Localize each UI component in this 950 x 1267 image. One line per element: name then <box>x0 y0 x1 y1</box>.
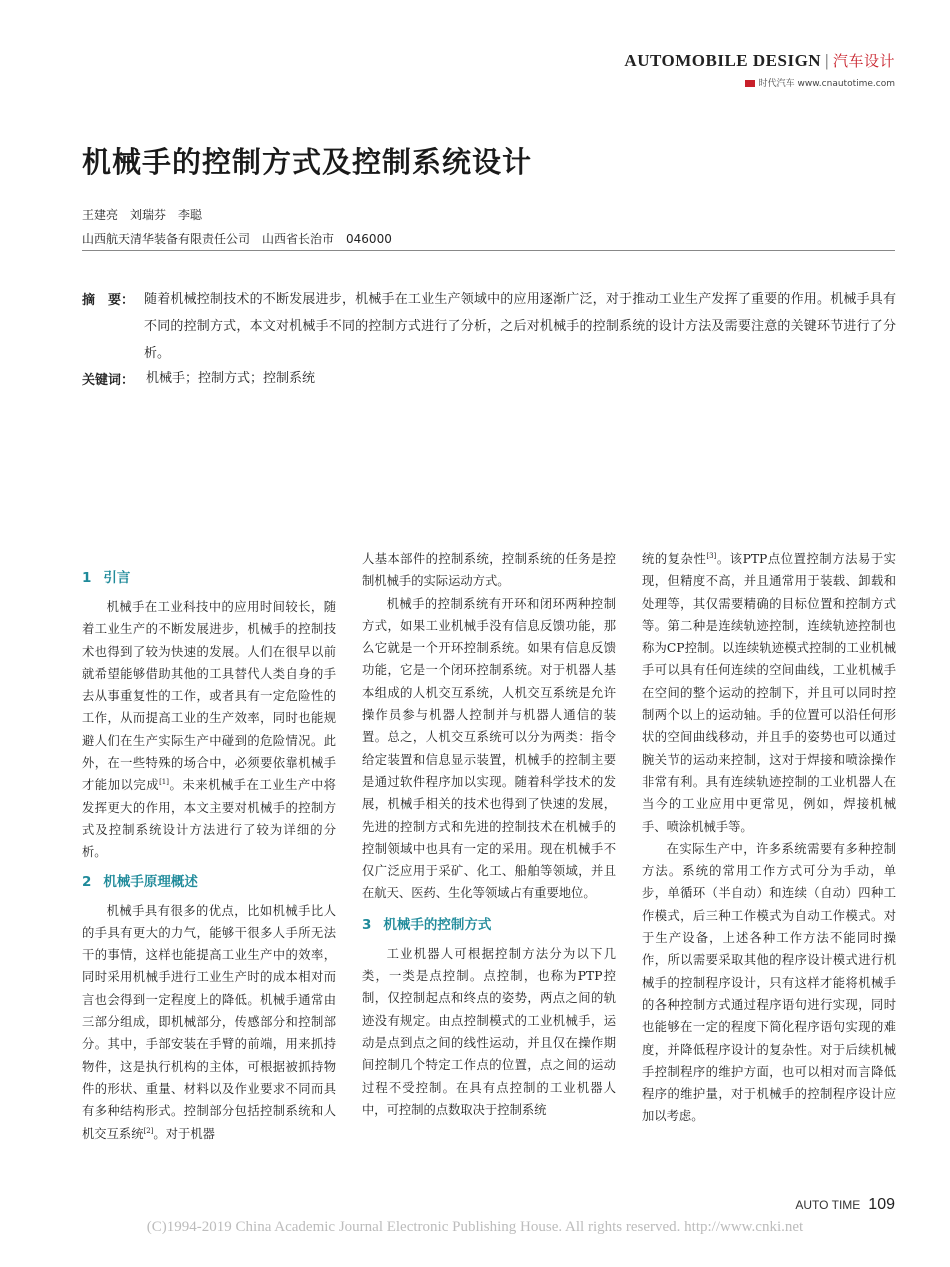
paragraph: 机械手具有很多的优点，比如机械手比人的手具有更大的力气，能够干很多人手所无法干的事情，这样也能提高工业生产中的效率，同时采用机械手进行工业生产时的成本相对而言也会得到一定程度上的降低。机械手通常由三部分组成，即机械部分，传感部分和控制部分。其中，手部安装在手臂的前端，用来抓持物件，这是执行机构的主体，可根据被抓持物件的形状、重量、材料以及作业要求不同而具有多种结构形式。控制部分包括控制系统和人机交互系统[2]。对于机器 <box>82 903 336 1141</box>
affiliation <box>82 230 404 247</box>
publisher-name: 时代汽车 <box>758 79 795 89</box>
section-heading: 3 机械手的控制方式 <box>362 916 492 933</box>
brand-separator: | <box>825 51 829 70</box>
paragraph-continued: 人基本部件的控制系统，控制系统的任务是控制机械手的实际运动方式。 <box>362 552 616 589</box>
affiliation-postcode: 046000 <box>346 232 392 246</box>
page-number: 109 <box>868 1196 895 1213</box>
paragraph-continued: 统的复杂性[3]。该PTP点位置控制方法易于实现，但精度不高，并且通常用于装载、卸载和处理等，其仅需要精确的目标位置和控制方式等。第二种是连续轨迹控制，连续轨迹控制也称为CP控制。以连续轨迹模式控制的工业机械手可以具有任何连续的空间曲线，工业机械手在空间的整个运动的控制下，并且可以同时控制两个以上的运动轴。手的位置可以沿任何形状的空间曲线移动，并且手的姿势也可以通过腕关节的运动来控制，这对于焊接和喷涂操作非常有利。具有连续轨迹控制的工业机器人在当今的工业应用中更常见，例如，焊接机械手、喷涂机械手等。 <box>642 551 896 834</box>
abstract-text: 随着机械控制技术的不断发展进步，机械手在工业生产领域中的应用逐渐广泛，对于推动工业生产发挥了重要的作用。机械手具有不同的控制方式，本文对机械手不同的控制方式进行了分析，之后对机械手的控制系统的设计方法及需要注意的关键环节进行了分析。 <box>144 292 896 361</box>
paragraph: 机械手的控制系统有开环和闭环两种控制方式，如果工业机械手没有信息反馈功能，那么它就是一个开环控制系统。如果有信息反馈功能，它是一个闭环控制系统。对于机器人基本组成的人机交互系统，人机交互系统是允许操作员参与机器人控制并与机器人通信的装置。总之，人机交互系统可以分为两类：指令给定装置和信息显示装置，机械手的控制主要是通过软件程序加以实现。随着科学技术的发展，机械手相关的技术也得到了快速的发展，先进的控制方式和先进的控制技术在机械手的控制领域中也具有一定的采用。现在机械手不仅广泛应用于采矿、化工、船舶等领域，并且在航天、医药、生化等领域占有重要地位。 <box>362 596 616 901</box>
publisher-line <box>745 76 895 89</box>
abstract-label: 摘 要： <box>82 293 135 308</box>
citation: [1] <box>159 778 169 787</box>
column-3 <box>642 548 896 1128</box>
citation: [2] <box>143 1126 154 1135</box>
section-heading: 2 机械手原理概述 <box>82 873 198 890</box>
section-heading: 1 引言 <box>82 570 131 586</box>
paragraph: 工业机器人可根据控制方法分为以下几类，一类是点控制。点控制，也称为PTP控制，仅控制起点和终点的姿势，两点之间的轨迹没有规定。由点控制模式的工业机械手，运动是点到点之间的线性运动，并且仅在操作期间控制几个特定工作点的位置，点之间的运动过程不受控制。在具有点控制的工业机器人中，可控制的点数取决于控制系统 <box>362 946 616 1117</box>
column-1 <box>82 567 336 1145</box>
affiliation-place: 山西省长治市 <box>262 232 335 246</box>
brand-en: AUTOMOBILE DESIGN <box>624 51 822 70</box>
article-title: 机械手的控制方式及控制系统设计 <box>82 145 533 179</box>
author: 王建亮 <box>82 208 119 222</box>
keywords-text: 机械手；控制方式；控制系统 <box>146 371 316 386</box>
paragraph: 机械手在工业科技中的应用时间较长，随着工业生产的不断发展进步，机械手的控制技术也得到了较为快速的发展。人们在很早以前就希望能够借助其他的工具替代人类自身的手去从事重复性的工作，或者具有一定危险性的工作，从而提高工业的生产效率，同时也能规避人们在生产实际生产中碰到的危险情况。此外，在一些特殊的场合中，必须要依靠机械手才能加以完成[1]。未来机械手在工业生产中将发挥更大的作用，本文主要对机械手的控制方式及控制系统设计方法进行了较为详细的分析。 <box>82 600 336 860</box>
author: 李聪 <box>178 208 203 222</box>
affiliation-org: 山西航天清华装备有限责任公司 <box>82 232 251 246</box>
website-link[interactable]: www.cnautotime.com <box>797 79 895 89</box>
page-footer <box>795 1196 895 1214</box>
citation: [3] <box>706 551 717 560</box>
keywords-label: 关键词： <box>82 373 135 388</box>
header-divider <box>82 250 895 251</box>
author-list <box>82 206 214 223</box>
author: 刘瑞芬 <box>130 208 167 222</box>
journal-brand <box>624 50 895 71</box>
paragraph: 在实际生产中，许多系统需要有多种控制方法。系统的常用工作方式可分为手动，单步，单循环（半自动）和连续（自动）四种工作模式，后三种工作模式为自动工作模式。对于生产设备，上述各种工作方法不能同时操作，所以需要采取其他的程序设计模式进行机械手的控制程序设计，只有这样才能将机械手的各种控制方式通过程序语句进行实现，同时也能够在一定的程度下简化程序语句实现的难度，并降低程序设计的复杂性。对于后续机械手控制程序的维护方面，也可以相对而言降低程序的维护量，对于机械手的控制程序设计应加以考虑。 <box>642 841 896 1124</box>
copyright-watermark: (C)1994-2019 China Academic Journal Electronic Publishing House. All rights reserved. http://www.cnki.net <box>146 1219 804 1235</box>
footer-journal: AUTO TIME <box>795 1198 861 1212</box>
column-2 <box>362 548 616 1121</box>
mail-icon <box>745 80 755 87</box>
brand-cn: 汽车设计 <box>832 52 895 70</box>
